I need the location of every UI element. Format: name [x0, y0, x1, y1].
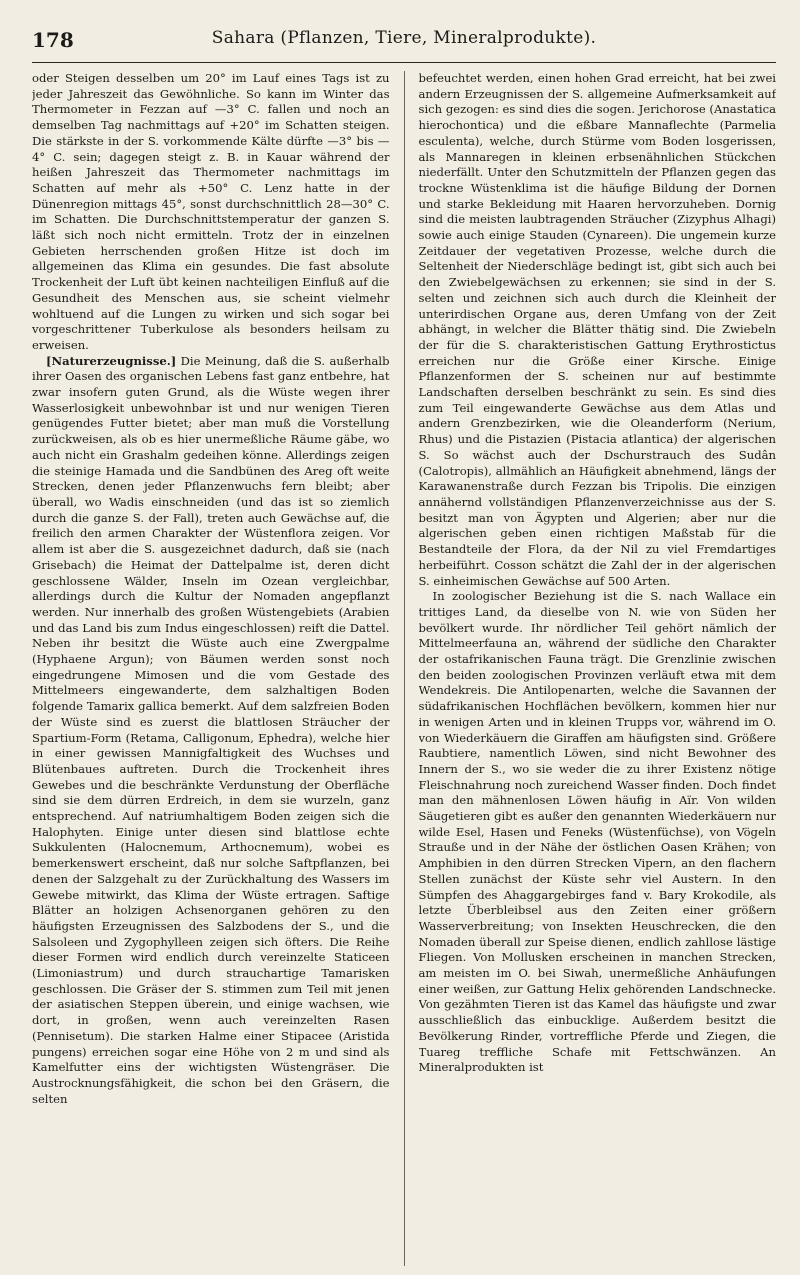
paragraph-text: In zoologischer Beziehung ist die S. nach Wallace ein trittiges Land, da dieselbe von N. wie von Süden her bevölkert wurde. Ihr nördlicher Teil gehört nämlich der Mittelmeerfauna an, während der südliche den Charakter der ostafrikanischen Fauna trägt. Die Grenzlinie zwischen den beiden zoologischen Provinzen verläuft etwa mit dem Wendekreis. Die Antilopenarten, welche die Savannen der südafrikanischen Hochflächen bevölkern, kommen hier nur in wenigen Arten und in kleinen Trupps vor, während im O. von Wiederkäuern die Giraffen am häufigsten sind. Größere Raubtiere, namentlich Löwen, sind nicht Bewohner des Innern der S., wo sie weder die zu ihrer Existenz nötige Fleischnahrung noch zureichend Wasser finden. Doch findet man den mähnenlosen Löwen häufig in Aïr. Von wilden Säugetieren gibt es außer den genannten Wiederkäuern nur wilde Esel, Hasen und Feneks (Wüstenfüchse), von Vögeln Strauße und in der Nähe der östlichen Oasen Krähen; von Amphibien in den dürren Strecken Vipern, an den flachern Stellen zunächst der Küste sehr viel Austern. In den Sümpfen des Ahaggargebirges fand v. Bary Krokodile, als letzte Überbleibsel aus den Zeiten einer größern Wasserverbreitung; von Insekten Heuschrecken, die den Nomaden überall zur Speise dienen, endlich zahllose lästige Fliegen. Von Mollusken erscheinen in manchen Strecken, am meisten im O. bei Siwah, unermeßliche Anhäufungen einer weißen, zur Gattung Helix gehörenden Landschnecke. Von gezähmten Tieren ist das Kamel das häufigste und zwar ausschließlich das einbucklige. Außerdem besitzt die Bevölkerung Rinder, vortreffliche Pferde und Ziegen, die Tuareg treffliche Schafe mit Fettschwänzen. An Mineralprodukten ist: [418, 589, 777, 1075]
paragraph-fauna: [419, 589, 777, 1076]
column-divider: [404, 71, 405, 1266]
page-number: 178: [32, 28, 74, 52]
paragraph-text: befeuchtet werden, einen hohen Grad erreicht, hat bei zwei andern Erzeugnissen der S. allgemeine Aufmerksamkeit auf sich gezogen: es sind dies die sogen. Jerichorose (Anastatica hierochontica) und die eßbare Mannaflechte (Parmelia esculenta), welche, durch Stürme vom Boden losgerissen, als Mannaregen in kleinen erbsenähnlichen Stückchen niederfällt. Unter den Schutzmitteln der Pflanzen gegen das trockne Wüstenklima ist die häufige Bildung der Dornen und starke Bekleidung mit Haaren hervorzuheben. Dornig sind die meisten laubtragenden Sträucher (Zizyphus Alhagi) sowie auch einige Stauden (Cynareen). Die ungemein kurze Zeitdauer der vegetativen Prozesse, welche durch die Seltenheit der Niederschläge bedingt ist, gibt sich auch bei den Zwiebelgewächsen zu erkennen; sie sind in der S. selten und zeichnen sich auch durch die Kleinheit der unterirdischen Organe aus, deren Umfang von der Zeit abhängt, in welcher die Blätter thätig sind. Die Zwiebeln der für die S. charakteristischen Gattung Erythrostictus erreichen nur die Größe einer Kirsche. Einige Pflanzenformen der S. scheinen nur auf bestimmte Landschaften derselben beschränkt zu sein. Es sind dies zum Teil eingewanderte Gewächse aus dem Atlas und andern Grenzbezirken, wie die Oleanderform (Nerium, Rhus) und die Pistazien (Pistacia atlantica) der algerischen S. So wächst auch der Dschurstrauch des Sudân (Calotropis), allmählich an Häufigkeit abnehmend, längs der Karawanenstraße durch Fezzan bis Tripolis. Die einzigen annähernd vollständigen Pflanzenverzeichnisse aus der S. besitzt man von Ägypten und Algerien; aber nur die algerischen geben einen richtigen Maßstab für die Bestandteile der Flora, da der Nil zu viel Fremdartiges herbeiführt. Cosson schätzt die Zahl der in der algerischen S. einheimischen Gewächse auf 500 Arten.: [418, 71, 777, 588]
paragraph-climate: [32, 71, 390, 354]
paragraph-flora: [419, 71, 777, 589]
left-column: [32, 71, 390, 1266]
running-title: Sahara (Pflanzen, Tiere, Mineralprodukte).: [211, 28, 597, 48]
right-column: [419, 71, 777, 1266]
paragraph-text: oder Steigen desselben um 20° im Lauf eines Tags ist zu jeder Jahreszeit das Gewöhnliche. So kann im Winter das Thermometer in Fezzan auf —3° C. fallen und noch an demselben Tag nachmittags auf +20° im Schatten steigen. Die stärkste in der S. vorkommende Kälte dürfte —3° bis —4° C. sein; dagegen steigt z. B. in Kauar während der heißen Jahreszeit das Thermometer nachmittags im Schatten auf mehr als +50° C. Lenz hatte in der Dünenregion mittags 45°, sonst durchschnittlich 28—30° C. im Schatten. Die Durchschnittstemperatur der ganzen S. läßt sich noch nicht ermitteln. Trotz der in einzelnen Gebieten herrschenden großen Hitze ist doch im allgemeinen das Klima ein gesundes. Die fast absolute Trockenheit der Luft übt keinen nachteiligen Einfluß auf die Gesundheit des Menschen aus, sie scheint vielmehr wohltuend auf die Lungen zu wirken und sich sogar bei vorgeschrittener Tuberkulose als besonders heilsam zu erweisen.: [32, 71, 390, 352]
section-keyword: [Naturerzeugnisse.]: [46, 353, 177, 368]
two-column-body: [32, 71, 776, 1266]
paragraph-text: Die Meinung, daß die S. außerhalb ihrer Oasen des organischen Lebens fast ganz entbehre, hat zwar insofern guten Grund, als die Wüste wegen ihrer Wasserlosigkeit unbewohnbar ist und nur wenigen Tieren genügendes Futter bietet; aber man muß die Vorstellung zurückweisen, als ob es hier unermeßliche Räume gäbe, wo auch nicht ein Grashalm gedeihen könne. Allerdings zeigen die steinige Hamada und die Sandbünen des Areg oft weite Strecken, denen jeder Pflanzenwuchs fern bleibt; aber überall, wo Wadis einschneiden (und das ist so ziemlich durch die ganze S. der Fall), treten auch Gewächse auf, die freilich den armen Charakter der Wüstenflora zeigen. Vor allem ist aber die S. ausgezeichnet dadurch, daß sie (nach Grisebach) die Heimat der Dattelpalme ist, deren dicht geschlossene Wälder, Inseln im Ozean vergleichbar, allerdings durch die Kultur der Nomaden angepflanzt werden. Nur innerhalb des großen Wüstengebiets (Arabien und das Land bis zum Indus eingeschlossen) reift die Dattel. Neben ihr besitzt die Wüste auch eine Zwergpalme (Hyphaene Argun); von Bäumen werden sonst noch eingedrungene Mimosen und die vom Gestade des Mittelmeers eingewanderte, dem salzhaltigen Boden folgende Tamarix gallica bemerkt. Auf dem salzfreien Boden der Wüste sind es zuerst die blattlosen Sträucher der Spartium-Form (Retama, Calligonum, Ephedra), welche hier in einer gewissen Mannigfaltigkeit des Wuchses und Blütenbaues auftreten. Durch die Trockenheit ihres Gewebes und die beschränkte Verdunstung der Oberfläche sind sie dem dürren Erdreich, in dem sie wurzeln, ganz entsprechend. Auf natriumhaltigem Boden zeigen sich die Halophyten. Einige unter diesen sind blattlose echte Sukkulenten (Halocnemum, Arthocnemum), wobei es bemerkenswert erscheint, daß nur solche Saftpflanzen, bei denen der Salzgehalt zu der Zurückhaltung des Wassers im Gewebe mitwirkt, das Klima der Wüste ertragen. Saftige Blätter an holzigen Achsenorganen gehören zu den häufigsten Erzeugnissen des Salzbodens der S., und die Salsoleen und Zygophylleen zeigen sich öfters. Die Reihe dieser Formen wird endlich durch vereinzelte Staticeen (Limoniastrum) und durch strauchartige Tamarisken geschlossen. Die Gräser der S. stimmen zum Teil mit jenen der asiatischen Steppen überein, und einige wachsen, wie dort, in großen, wenn auch vereinzelten Rasen (Pennisetum). Die starken Halme einer Stipacee (Aristida pungens) erreichen sogar eine Höhe von 2 m und sind als Kamelfutter eins der wichtigsten Wüstengräser. Die Austrocknungsfähigkeit, die schon bei den Gräsern, die selten: [32, 353, 390, 1106]
paragraph-natural-products: [32, 354, 390, 1108]
page-header: [32, 28, 776, 63]
